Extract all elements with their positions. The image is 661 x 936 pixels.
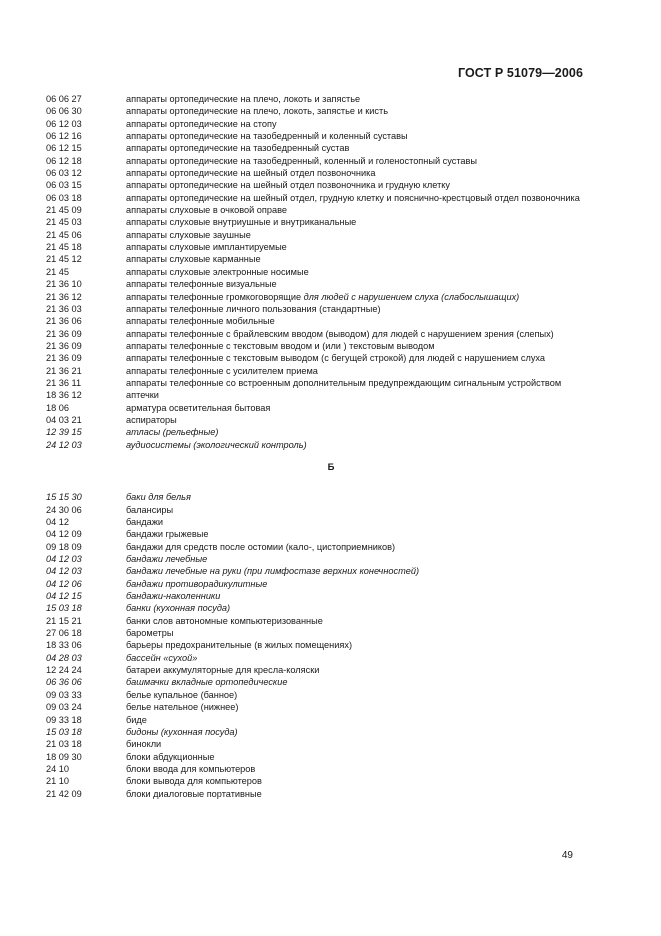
index-entry [46,105,586,117]
entry-text-main: башмачки вкладные ортопедические [126,677,288,688]
index-entry [46,328,586,340]
entry-text-main: аспираторы [126,414,177,425]
entry-code: 04 12 03 [46,554,82,565]
entry-text [126,738,586,750]
index-entry [46,726,586,738]
index-entry [46,241,586,253]
entry-text-main: барьеры предохранительные (в жилых помещениях) [126,640,352,651]
entry-text-main: аппараты телефонные с текстовым выводом (с бегущей строкой) для людей с нарушением слуха [126,353,546,364]
entry-text-main: балансиры [126,504,174,515]
entry-code: 04 28 03 [46,652,82,663]
entry-text [126,516,586,528]
index-entry [46,763,586,775]
entry-text [126,714,586,726]
entry-code: 21 36 06 [46,316,82,327]
entry-code: 21 03 18 [46,739,82,750]
entry-text-main: биде [126,714,147,725]
entry-code: 21 45 12 [46,254,82,265]
section-a [46,93,586,451]
entry-text-main: банки (кухонная посуда) [126,603,231,614]
entry-code: 09 18 09 [46,541,82,552]
entry-text [126,328,586,340]
index-entry [46,602,586,614]
entry-text [126,229,586,241]
entry-code: 21 45 06 [46,229,82,240]
entry-text-main: бандажи лечебные на руки (при лимфостазе верхних конечностей) [126,566,420,577]
entry-text-main: белье купальное (банное) [126,689,238,700]
entry-code: 06 12 18 [46,155,82,166]
index-entry [46,775,586,787]
entry-code: 18 33 06 [46,640,82,651]
entry-text-main: аппараты телефонные с усилителем приема [126,365,318,376]
entry-text [126,315,586,327]
entry-text-main: атласы (рельефные) [126,427,219,438]
entry-text [126,266,586,278]
entry-code: 04 12 15 [46,591,82,602]
entry-code: 06 12 16 [46,131,82,142]
index-entry [46,402,586,414]
entry-code: 24 10 [46,763,69,774]
entry-text [126,352,586,364]
entry-text [126,204,586,216]
entry-text-main: аппараты ортопедические на плечо, локоть, запястье и кисть [126,106,388,117]
entry-code: 06 06 27 [46,94,82,104]
entry-code: 12 39 15 [46,427,82,438]
entry-code: 15 03 18 [46,726,82,737]
entry-text [126,763,586,775]
entry-text-main: аппараты слуховые электронные носимые [126,266,309,277]
index-entry [46,266,586,278]
entry-code: 21 45 [46,266,69,277]
entry-text [126,627,586,639]
entry-code: 27 06 18 [46,628,82,639]
entry-text [126,751,586,763]
index-entry [46,204,586,216]
index-entry [46,93,586,105]
entry-text [126,241,586,253]
entry-text-main: аппараты телефонные громкоговорящие [126,291,302,302]
entry-text [126,553,586,565]
entry-text [126,602,586,614]
entry-text [126,142,586,154]
entry-text [126,192,586,204]
entry-text-main: аппараты ортопедические на шейный отдел позвоночника [126,168,376,179]
entry-text [126,389,586,401]
entry-code: 21 15 21 [46,615,82,626]
entry-text [126,689,586,701]
entry-text [126,541,586,553]
entry-text [126,291,586,303]
index-entry [46,352,586,364]
index-list [46,93,586,800]
entry-text-main: аппараты ортопедические на тазобедренный сустав [126,143,350,154]
entry-text-main: батареи аккумуляторные для кресла-коляски [126,665,320,676]
entry-text [126,664,586,676]
entry-code: 21 36 10 [46,279,82,290]
entry-text-main: бидоны (кухонная посуда) [126,726,238,737]
index-entry [46,565,586,577]
entry-text [126,105,586,117]
entry-text [126,93,586,105]
index-entry [46,377,586,389]
entry-text [126,365,586,377]
index-entry [46,426,586,438]
entry-text-main: бандажи противорадикулитные [126,578,268,589]
page-number: 49 [561,850,573,861]
index-entry [46,664,586,676]
index-entry [46,578,586,590]
index-entry [46,689,586,701]
entry-text-main: бандажи лечебные [126,554,208,565]
entry-text [126,130,586,142]
entry-text [126,615,586,627]
entry-text-main: аппараты ортопедические на плечо, локоть и запястье [126,94,361,104]
entry-text-main: белье нательное (нижнее) [126,702,239,713]
entry-text-main: банки слов автономные компьютеризованные [126,615,323,626]
entry-text-main: аппараты телефонные визуальные [126,279,277,290]
index-entry [46,590,586,602]
index-entry [46,340,586,352]
entry-text-main: аппараты слуховые внутриушные и внутриканальные [126,217,357,228]
index-entry [46,414,586,426]
entry-text-main: аппараты телефонные с брайлевским вводом (выводом) для людей с нарушением зрения (слепых) [126,328,554,339]
entry-code: 04 12 [46,517,69,527]
entry-text [126,402,586,414]
document-header: ГОСТ Р 51079—2006 [457,66,583,80]
entry-code: 09 33 18 [46,714,82,725]
entry-code: 18 36 12 [46,390,82,401]
index-entry [46,553,586,565]
entry-code: 21 10 [46,776,69,787]
entry-text-main: бандажи-наколенники [126,591,221,602]
entry-text-main: аппараты ортопедические на шейный отдел, грудную клетку и пояснично-крестцовый отдел позвоночника [126,192,580,203]
entry-code: 09 03 24 [46,702,82,713]
index-entry [46,639,586,651]
index-entry [46,516,586,528]
entry-text [126,439,586,451]
entry-code: 21 36 09 [46,340,82,351]
entry-text [126,155,586,167]
entry-text-main: бандажи [126,517,163,527]
entry-code: 04 12 09 [46,529,82,540]
index-entry [46,652,586,664]
section-letter: Б [327,461,335,473]
entry-code: 06 06 30 [46,106,82,117]
entry-code: 04 12 03 [46,566,82,577]
entry-text [126,118,586,130]
entry-text [126,578,586,590]
entry-text [126,253,586,265]
entry-text-main: аппараты ортопедические на шейный отдел позвоночника и грудную клетку [126,180,451,191]
entry-text-main: аппараты слуховые заушные [126,229,251,240]
index-entry [46,253,586,265]
entry-text [126,565,586,577]
entry-text-main: аппараты ортопедические на тазобедренный и коленный суставы [126,131,408,142]
entry-code: 06 36 06 [46,677,82,688]
entry-code: 12 24 24 [46,665,82,676]
entry-code: 09 03 33 [46,689,82,700]
index-entry [46,439,586,451]
entry-code: 06 03 18 [46,192,82,203]
entry-code: 24 30 06 [46,504,82,515]
entry-text-main: аппараты слуховые карманные [126,254,261,265]
entry-text-main: аппараты телефонные личного пользования (стандартные) [126,303,381,314]
entry-text [126,726,586,738]
section-b [46,491,586,800]
entry-code: 21 45 03 [46,217,82,228]
index-entry [46,229,586,241]
entry-text-main: бандажи грыжевые [126,529,209,540]
entry-text [126,167,586,179]
index-entry [46,615,586,627]
entry-code: 15 15 30 [46,492,82,503]
entry-code: 21 45 09 [46,205,82,216]
entry-text-main: аппараты ортопедические на стопу [126,118,277,129]
entry-text-main: блоки диалоговые портативные [126,788,262,799]
index-entry [46,216,586,228]
entry-text-main: аппараты ортопедические на тазобедренный, коленный и голеностопный суставы [126,155,478,166]
entry-text-main: бинокли [126,739,162,750]
entry-text-italic: для людей с нарушением слуха (слабослышащих) [301,291,520,302]
entry-text-main: аппараты телефонные с текстовым вводом и (или ) текстовым выводом [126,340,435,351]
index-entry [46,676,586,688]
entry-text-main: блоки абдукционные [126,751,215,762]
index-entry [46,788,586,800]
entry-text-main: блоки вывода для компьютеров [126,776,262,787]
entry-code: 06 03 15 [46,180,82,191]
entry-text-main: аппараты телефонные со встроенным дополнительным предупреждающим сигнальным устройством [126,377,562,388]
entry-code: 06 03 12 [46,168,82,179]
entry-text [126,491,586,503]
entry-text [126,775,586,787]
entry-code: 21 36 09 [46,328,82,339]
entry-text [126,303,586,315]
entry-text [126,278,586,290]
entry-code: 04 03 21 [46,414,82,425]
entry-text-main: аппараты телефонные мобильные [126,316,275,327]
index-entry [46,155,586,167]
index-entry [46,130,586,142]
entry-code: 06 12 15 [46,143,82,154]
entry-text [126,504,586,516]
entry-code: 21 36 09 [46,353,82,364]
index-entry [46,315,586,327]
entry-text-main: бандажи для средств после остомии (кало-, цистоприемников) [126,541,396,552]
entry-code: 24 12 03 [46,439,82,450]
entry-text-main: барометры [126,628,174,639]
entry-text [126,652,586,664]
entry-text [126,590,586,602]
entry-text [126,788,586,800]
index-entry [46,365,586,377]
entry-code: 18 09 30 [46,751,82,762]
entry-code: 21 42 09 [46,788,82,799]
entry-code: 18 06 [46,402,69,413]
index-entry [46,701,586,713]
index-entry [46,118,586,130]
entry-code: 21 36 03 [46,303,82,314]
entry-text-main: аптечки [126,390,159,401]
entry-code: 15 03 18 [46,603,82,614]
index-entry [46,714,586,726]
index-entry [46,627,586,639]
entry-code: 21 45 18 [46,242,82,253]
index-entry [46,303,586,315]
entry-text-main: арматура осветительная бытовая [126,402,271,413]
index-entry [46,167,586,179]
index-entry [46,291,586,303]
entry-code: 06 12 03 [46,118,82,129]
entry-text [126,377,586,389]
index-entry [46,751,586,763]
entry-text-main: бассейн «сухой» [126,652,198,663]
entry-text [126,676,586,688]
entry-text [126,639,586,651]
index-entry [46,541,586,553]
entry-text-main: аппараты слуховые в очковой оправе [126,205,287,216]
entry-text [126,701,586,713]
index-entry [46,389,586,401]
entry-text [126,528,586,540]
index-entry [46,278,586,290]
index-entry [46,528,586,540]
index-entry [46,192,586,204]
entry-text-main: баки для белья [126,492,191,503]
entry-text [126,340,586,352]
entry-text [126,216,586,228]
index-entry [46,179,586,191]
entry-code: 21 36 12 [46,291,82,302]
index-entry [46,738,586,750]
entry-code: 21 36 21 [46,365,82,376]
entry-text-main: аудиосистемы (экологический контроль) [126,439,307,450]
index-entry [46,504,586,516]
index-entry [46,491,586,503]
entry-code: 04 12 06 [46,578,82,589]
entry-text [126,179,586,191]
entry-text-main: аппараты слуховые имплантируемые [126,242,287,253]
entry-text [126,414,586,426]
entry-text-main: блоки ввода для компьютеров [126,763,256,774]
entry-code: 21 36 11 [46,377,82,388]
entry-text [126,426,586,438]
index-entry [46,142,586,154]
